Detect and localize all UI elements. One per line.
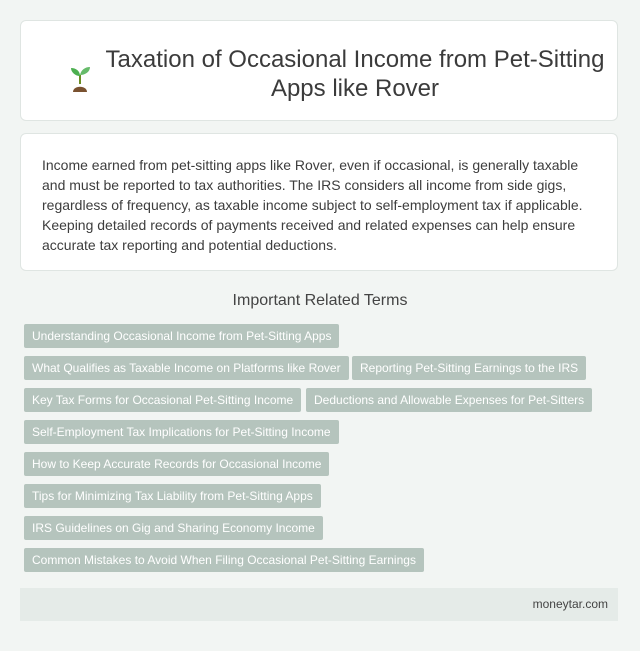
related-term-tag[interactable]: What Qualifies as Taxable Income on Platforms like Rover xyxy=(24,356,349,380)
related-term-tag[interactable]: IRS Guidelines on Gig and Sharing Economy Income xyxy=(24,516,323,540)
title-card xyxy=(20,20,618,121)
related-term-tag[interactable]: Self-Employment Tax Implications for Pet-Sitting Income xyxy=(24,420,339,444)
related-term-tag[interactable]: Understanding Occasional Income from Pet-Sitting Apps xyxy=(24,324,339,348)
related-terms-heading: Important Related Terms xyxy=(232,292,408,309)
page-title: Taxation of Occasional Income from Pet-Sitting Apps like Rover xyxy=(105,46,605,102)
related-term-tag[interactable]: Key Tax Forms for Occasional Pet-Sitting Income xyxy=(24,388,301,412)
related-term-tag[interactable]: How to Keep Accurate Records for Occasional Income xyxy=(24,452,329,476)
related-term-tag[interactable]: Tips for Minimizing Tax Liability from Pet-Sitting Apps xyxy=(24,484,321,508)
related-term-tag[interactable]: Common Mistakes to Avoid When Filing Occasional Pet-Sitting Earnings xyxy=(24,548,424,572)
footer xyxy=(20,588,618,621)
related-term-tag[interactable]: Deductions and Allowable Expenses for Pet-Sitters xyxy=(306,388,592,412)
intro-paragraph: Income earned from pet-sitting apps like Rover, even if occasional, is generally taxable and must be reported to tax authorities. The IRS considers all income from side gigs, regardless of frequency, as taxable income subject to self-employment tax if applicable. Keeping detailed records of payments received and related expenses can help ensure accurate tax reporting and potential deductions. xyxy=(42,157,583,253)
intro-card xyxy=(20,133,618,271)
footer-site-link[interactable]: moneytar.com xyxy=(532,597,608,611)
seedling-icon xyxy=(65,62,95,92)
related-term-tag[interactable]: Reporting Pet-Sitting Earnings to the IRS xyxy=(352,356,586,380)
